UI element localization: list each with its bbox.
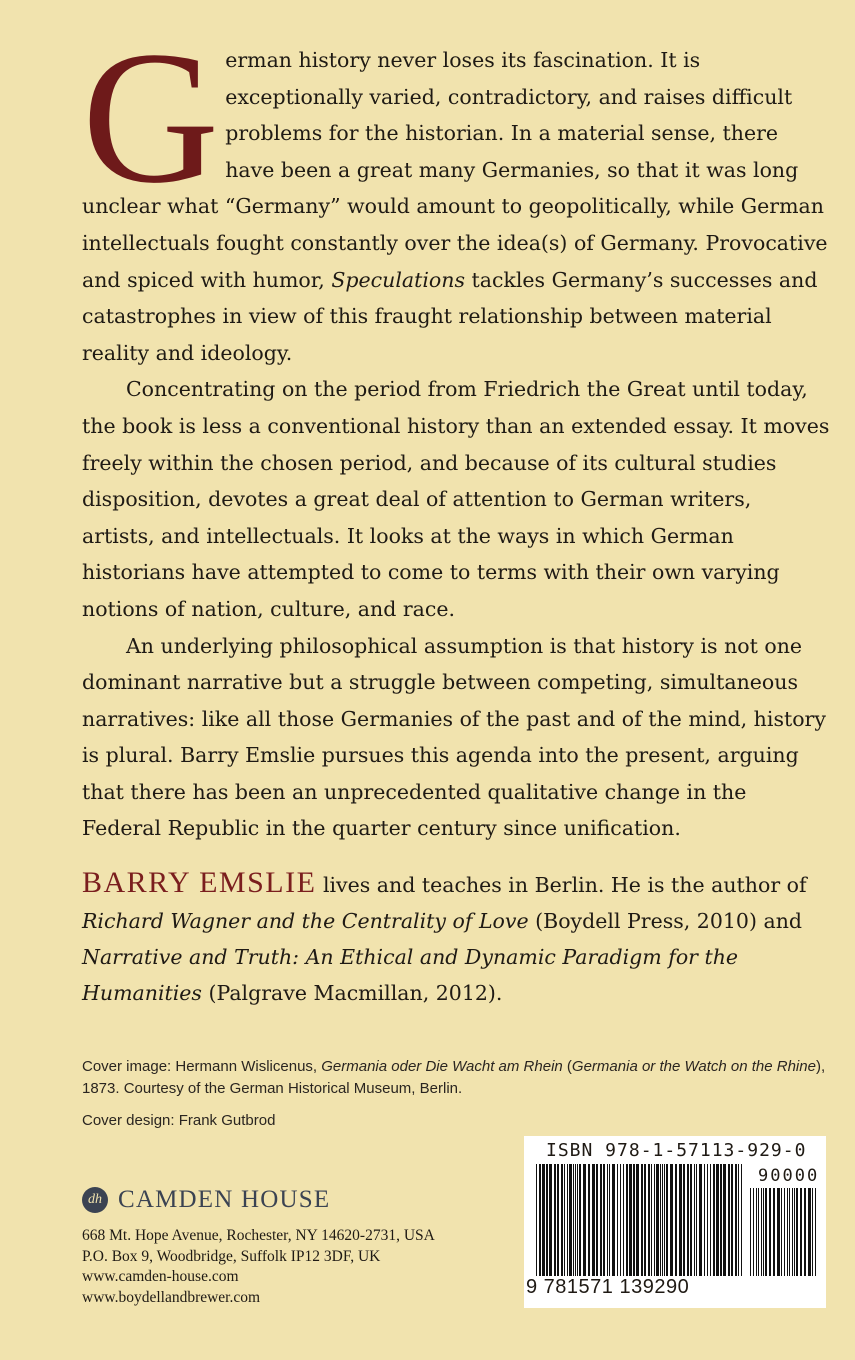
barcode-bar bbox=[781, 1188, 782, 1276]
barcode-bar bbox=[750, 1188, 751, 1276]
barcode-bar bbox=[683, 1164, 685, 1276]
barcode-bar bbox=[564, 1164, 565, 1276]
blurb-paragraph-1 bbox=[82, 13, 830, 371]
website-camden: www.camden-house.com bbox=[82, 1268, 239, 1285]
barcode-bar bbox=[808, 1188, 811, 1276]
barcode-bar bbox=[756, 1188, 757, 1276]
barcode-bar bbox=[735, 1164, 737, 1276]
barcode-bar bbox=[609, 1164, 610, 1276]
blurb-paragraph-2: Concentrating on the period from Friedrich the Great until today, the book is less a conventional history than an extended essay. It moves freely within the chosen period, and because of its cultural studies disposition, devotes a great deal of attention to German writers, artists, and intellectuals. It looks at the ways in which German historians have attempted to come to terms with their own varying notions of nation, culture, and race. bbox=[82, 377, 830, 621]
bio-text-3: (Palgrave Macmillan, 2012). bbox=[201, 981, 503, 1005]
credit-paren: ( bbox=[562, 1058, 572, 1075]
barcode-bar bbox=[569, 1164, 572, 1276]
barcode-bar bbox=[804, 1188, 806, 1276]
ean-digits: 9 781571 139290 bbox=[526, 1276, 690, 1298]
barcode-bar bbox=[694, 1164, 695, 1276]
barcode-bar bbox=[612, 1164, 615, 1276]
barcode-bar bbox=[763, 1188, 764, 1276]
barcode-bar bbox=[557, 1164, 559, 1276]
barcode-bar bbox=[654, 1164, 655, 1276]
barcode-bar bbox=[704, 1164, 705, 1276]
isbn-label: ISBN 978-1-57113-929-0 bbox=[546, 1140, 807, 1161]
barcode-bar bbox=[713, 1164, 715, 1276]
bio-text-2: (Boydell Press, 2010) and bbox=[528, 909, 803, 933]
barcode-bar bbox=[687, 1164, 689, 1276]
barcode-bar bbox=[660, 1164, 661, 1276]
barcode-bar bbox=[573, 1164, 574, 1276]
barcode-bar bbox=[592, 1164, 595, 1276]
barcode-bar bbox=[675, 1164, 677, 1276]
barcode-bar bbox=[607, 1164, 608, 1276]
barcode-bar bbox=[765, 1188, 767, 1276]
barcode-bar bbox=[716, 1164, 719, 1276]
cover-design-credit: Cover design: Frank Gutbrod bbox=[82, 1112, 276, 1129]
barcode-bar bbox=[758, 1188, 759, 1276]
barcode-bar bbox=[554, 1164, 556, 1276]
barcode-bar bbox=[789, 1188, 790, 1276]
barcode-bar bbox=[707, 1164, 708, 1276]
blurb-p1-text: erman history never loses its fascination. It is exceptionally varied, contradictory, and raises difficult problems for the historian. In a material sense, there have been a great many Germanies, so that it was long unclear what “Germany” would amount to geopolitically, while German intellectuals fought constantly over the idea(s) of Germany. Provocative and spiced with humor, bbox=[82, 48, 828, 292]
barcode-bar bbox=[542, 1164, 545, 1276]
barcode-bar bbox=[577, 1164, 578, 1276]
bio-book-1: Richard Wagner and the Centrality of Love bbox=[82, 909, 529, 933]
website-boydell: www.boydellandbrewer.com bbox=[82, 1288, 261, 1306]
barcode-bar bbox=[815, 1188, 816, 1276]
barcode-bar bbox=[710, 1164, 711, 1276]
barcode-bar bbox=[583, 1164, 586, 1276]
ean-barcode bbox=[536, 1164, 742, 1276]
publisher-name: CAMDEN HOUSE bbox=[118, 1186, 331, 1213]
barcode-bar bbox=[648, 1164, 650, 1276]
bio-book-2: Narrative and Truth: An Ethical and Dynamic Paradigm for the Humanities bbox=[82, 945, 739, 1005]
drop-cap: G bbox=[82, 13, 220, 223]
barcode-bar bbox=[644, 1164, 646, 1276]
blurb bbox=[82, 13, 830, 847]
barcode-bar bbox=[664, 1164, 665, 1276]
barcode-bar bbox=[596, 1164, 598, 1276]
book-title-speculations: Speculations bbox=[331, 267, 465, 292]
barcode-bar bbox=[728, 1164, 730, 1276]
barcode-bar bbox=[731, 1164, 733, 1276]
barcode-bar bbox=[641, 1164, 643, 1276]
credit-painting-title: Germania oder Die Wacht am Rhein bbox=[321, 1058, 563, 1075]
barcode-bar bbox=[792, 1188, 793, 1276]
barcode-bar bbox=[656, 1164, 659, 1276]
barcode-bar bbox=[633, 1164, 635, 1276]
publisher-row bbox=[82, 1186, 512, 1214]
barcode-bar bbox=[723, 1164, 726, 1276]
barcode-bar bbox=[575, 1164, 576, 1276]
barcode-bar bbox=[699, 1164, 702, 1276]
address-line-uk: P.O. Box 9, Woodbridge, Suffolk IP12 3DF, UK bbox=[82, 1247, 381, 1265]
author-name: BARRY EMSLIE bbox=[82, 866, 317, 899]
barcode-bar bbox=[753, 1188, 754, 1276]
barcode-bar bbox=[539, 1164, 541, 1276]
barcode-bar bbox=[761, 1188, 762, 1276]
barcode-box bbox=[524, 1136, 826, 1308]
barcode-bar bbox=[536, 1164, 537, 1276]
address-line-us: 668 Mt. Hope Avenue, Rochester, NY 14620-2731, USA bbox=[82, 1227, 435, 1244]
barcode-bar bbox=[620, 1164, 621, 1276]
barcode-bar bbox=[796, 1188, 798, 1276]
barcode-bar bbox=[629, 1164, 632, 1276]
barcode-bar bbox=[662, 1164, 663, 1276]
barcode-bar bbox=[787, 1188, 788, 1276]
barcode-bar bbox=[769, 1188, 771, 1276]
price-barcode bbox=[750, 1188, 818, 1276]
barcode-bar bbox=[546, 1164, 548, 1276]
barcode-bar bbox=[623, 1164, 624, 1276]
barcode-bar bbox=[777, 1188, 780, 1276]
barcode-bar bbox=[636, 1164, 639, 1276]
barcode-bar bbox=[738, 1164, 739, 1276]
barcode-bar bbox=[800, 1188, 802, 1276]
barcode-bar bbox=[549, 1164, 552, 1276]
blurb-paragraph-3: An underlying philosophical assumption is that history is not one dominant narrative but a struggle between competing, simultaneous narratives: like all those Germanies of the past and of the mind, history is plural. Barry Emslie pursues this agenda into the present, arguing that there has been an unprecedented qualitative change in the Federal Republic in the quarter century since unification. bbox=[82, 633, 826, 841]
credit-prefix: Cover image: Hermann Wislicenus, bbox=[82, 1058, 322, 1075]
price-code: 90000 bbox=[758, 1166, 820, 1186]
publisher-logo-icon: dh bbox=[82, 1187, 108, 1213]
barcode-bar bbox=[679, 1164, 682, 1276]
barcode-bar bbox=[603, 1164, 605, 1276]
publisher-block bbox=[82, 1186, 512, 1308]
barcode-bar bbox=[670, 1164, 673, 1276]
cover-image-credit bbox=[82, 1056, 832, 1100]
barcode-bar bbox=[773, 1188, 775, 1276]
blurb-p1-rest: tackles Germany’s successes and catastrophes in view of this fraught relationship between material reality and ideology. bbox=[82, 267, 818, 365]
barcode-bar bbox=[561, 1164, 563, 1276]
credit-painting-translation: Germania or the Watch on the Rhine bbox=[571, 1058, 816, 1075]
barcode-bar bbox=[651, 1164, 652, 1276]
barcode-bar bbox=[690, 1164, 692, 1276]
barcode-bar bbox=[784, 1188, 785, 1276]
barcode-bar bbox=[696, 1164, 697, 1276]
credits bbox=[82, 1056, 832, 1132]
barcode-bar bbox=[600, 1164, 602, 1276]
barcode-bar bbox=[579, 1164, 581, 1276]
credit-suffix: ), 1873. Courtesy of the German Historical Museum, Berlin. bbox=[82, 1058, 826, 1097]
bio-text-1: lives and teaches in Berlin. He is the author of bbox=[316, 873, 807, 897]
barcode-bar bbox=[588, 1164, 590, 1276]
barcode-bar bbox=[720, 1164, 722, 1276]
barcode-bar bbox=[567, 1164, 568, 1276]
barcode-bar bbox=[666, 1164, 668, 1276]
publisher-address bbox=[82, 1226, 512, 1308]
barcode-bar bbox=[794, 1188, 795, 1276]
barcode-bar bbox=[741, 1164, 742, 1276]
author-bio bbox=[82, 865, 830, 1011]
barcode-bar bbox=[617, 1164, 618, 1276]
barcode-bar bbox=[626, 1164, 628, 1276]
barcode-bar bbox=[812, 1188, 813, 1276]
